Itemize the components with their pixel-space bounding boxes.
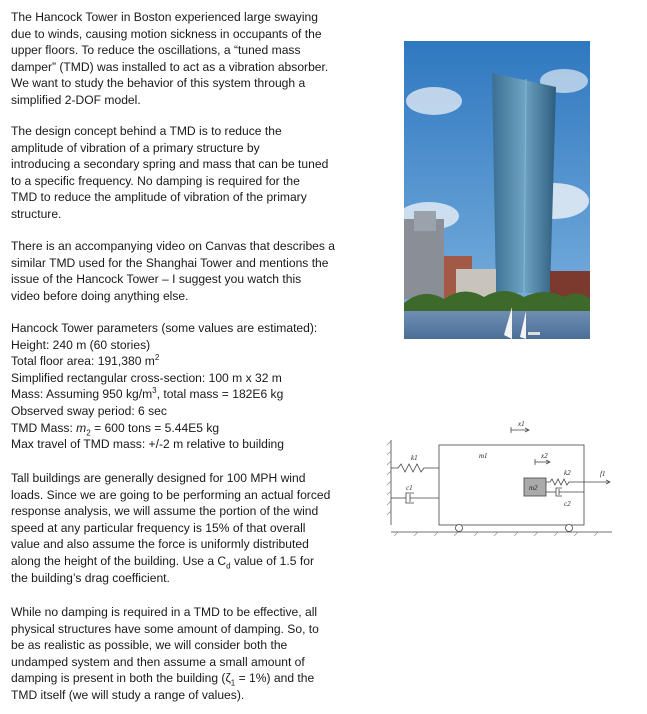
label-f1: f1 bbox=[600, 470, 606, 478]
video-paragraph bbox=[11, 238, 347, 304]
text-line: issue of the Hancock Tower – I suggest you watch this bbox=[11, 272, 302, 287]
text-line: physical structures have some amount of damping. So, to bbox=[11, 621, 319, 636]
text-line: While no damping is required in a TMD to be effective, all bbox=[11, 605, 318, 619]
text-segment: value of 1.5 for bbox=[230, 553, 314, 568]
param-floor-area-text: Total floor area: 191,380 m bbox=[11, 354, 155, 369]
text-line: The Hancock Tower in Boston experienced large swaying bbox=[11, 10, 318, 24]
two-dof-model-diagram bbox=[384, 420, 612, 545]
text-line: due to winds, causing motion sickness in occupants of the bbox=[11, 26, 322, 41]
label-m1: m1 bbox=[479, 452, 488, 460]
water bbox=[404, 311, 590, 339]
text-line: We want to study the behavior of this system through a bbox=[11, 76, 306, 91]
wheel bbox=[456, 525, 463, 532]
text-line: structure. bbox=[11, 206, 62, 221]
text-line: the building’s drag coefficient. bbox=[11, 570, 170, 585]
text-line: TMD itself (we will study a range of values). bbox=[11, 687, 245, 702]
param-tmd-text-b: = 600 tons = 5.44E5 kg bbox=[90, 420, 220, 435]
param-tmd-mass bbox=[11, 420, 347, 437]
label-c1: c1 bbox=[406, 484, 413, 492]
text-line: be as realistic as possible, we will consider both the bbox=[11, 638, 288, 653]
subscript: 2 bbox=[86, 427, 91, 437]
param-mass bbox=[11, 386, 347, 403]
building bbox=[414, 211, 436, 231]
parameters-list bbox=[11, 320, 347, 453]
design-paragraph bbox=[11, 123, 347, 223]
wheel bbox=[566, 525, 573, 532]
text-line: The design concept behind a TMD is to reduce the bbox=[11, 124, 282, 138]
text-line: similar TMD used for the Shanghai Tower and mentions the bbox=[11, 255, 329, 270]
text-line: Tall buildings are generally designed for 100 MPH wind bbox=[11, 471, 306, 485]
param-floor-area bbox=[11, 353, 347, 370]
boat bbox=[528, 332, 540, 335]
label-k1: k1 bbox=[411, 454, 418, 462]
symbol-m: m bbox=[76, 420, 87, 435]
text-line: simplified 2-DOF model. bbox=[11, 92, 141, 107]
subscript: d bbox=[226, 561, 231, 571]
text-line: TMD to reduce the amplitude of vibration of the primary bbox=[11, 190, 307, 205]
text-line bbox=[11, 670, 347, 687]
text-segment: damping is present in both the building (ζ bbox=[11, 671, 231, 686]
ground-hatch bbox=[394, 532, 598, 536]
param-height: Height: 240 m (60 stories) bbox=[11, 337, 151, 352]
param-mass-text-b: , total mass = 182E6 kg bbox=[156, 387, 284, 402]
param-cross-section: Simplified rectangular cross-section: 100 m x 32 m bbox=[11, 370, 282, 385]
intro-paragraph bbox=[11, 9, 347, 109]
label-m2: m2 bbox=[529, 484, 538, 492]
text-segment: = 1%) and the bbox=[235, 671, 315, 686]
param-mass-text-a: Mass: Assuming 950 kg/m bbox=[11, 387, 153, 402]
text-line: loads. Since we are going to be performing an actual forced bbox=[11, 487, 331, 502]
text-segment: along the height of the building. Use a C bbox=[11, 553, 227, 568]
cloud bbox=[406, 87, 462, 115]
text-line: upper floors. To reduce the oscillations, a “tuned mass bbox=[11, 43, 301, 58]
text-line: response analysis, we will assume the portion of the wind bbox=[11, 504, 319, 519]
superscript: 3 bbox=[152, 386, 157, 396]
text-line: undamped system and then assume a small amount of bbox=[11, 654, 305, 669]
text-line: introducing a secondary spring and mass that can be tuned bbox=[11, 157, 329, 172]
param-sway-period: Observed sway period: 6 sec bbox=[11, 403, 167, 418]
label-x1: x1 bbox=[518, 420, 525, 428]
text-line: value and also assume the force is uniformly distributed bbox=[11, 537, 309, 552]
text-line: video before doing anything else. bbox=[11, 288, 189, 303]
param-tmd-text-a: TMD Mass: bbox=[11, 420, 77, 435]
subscript: 1 bbox=[230, 678, 236, 688]
text-line: damper” (TMD) was installed to act as a vibration absorber. bbox=[11, 59, 329, 74]
text-line bbox=[11, 553, 347, 570]
superscript: 2 bbox=[154, 353, 160, 363]
label-c2: c2 bbox=[564, 500, 571, 508]
wall-hatch bbox=[387, 441, 391, 515]
damping-paragraph bbox=[11, 604, 347, 704]
text-line: speed at any particular frequency is 15% of that overall bbox=[11, 520, 306, 535]
text-line: to a specific frequency. No damping is required for the bbox=[11, 173, 300, 188]
parameters-heading: Hancock Tower parameters (some values are estimated): bbox=[11, 321, 318, 335]
label-k2: k2 bbox=[564, 469, 571, 477]
hancock-tower-photo bbox=[404, 41, 590, 339]
label-x2: x2 bbox=[541, 452, 548, 460]
mass-m1 bbox=[439, 445, 584, 525]
param-max-travel: Max travel of TMD mass: +/-2 m relative to building bbox=[11, 437, 284, 452]
wind-paragraph bbox=[11, 470, 347, 586]
text-line: amplitude of vibration of a primary structure by bbox=[11, 140, 260, 155]
spring-k1 bbox=[391, 464, 439, 472]
text-line: There is an accompanying video on Canvas that describes a bbox=[11, 239, 336, 253]
